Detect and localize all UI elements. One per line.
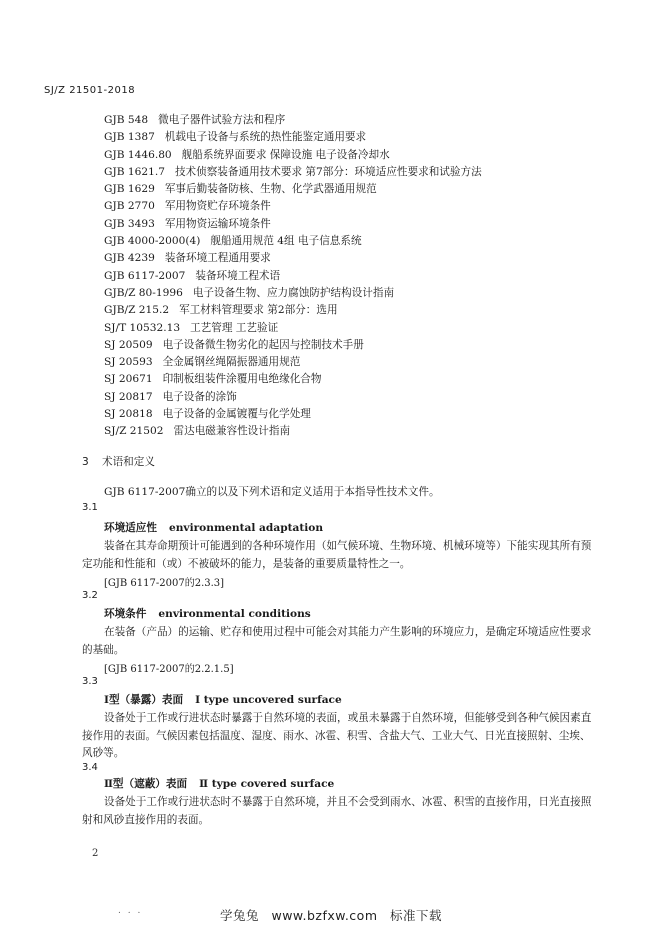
- reference-code: GJB 6117-2007: [104, 269, 186, 282]
- reference-title: 电子设备生物、应力腐蚀防护结构设计指南: [192, 286, 395, 299]
- reference-title: 印制板组装件涂覆用电绝缘化合物: [162, 373, 322, 386]
- reference-item: [104, 129, 604, 146]
- clause-number: 3.4: [82, 762, 98, 773]
- reference-item: [104, 250, 604, 267]
- section-title: 术语和定义: [102, 456, 155, 468]
- reference-item: [104, 406, 604, 423]
- reference-item: [104, 181, 604, 198]
- reference-title: 电子设备微生物劣化的起因与控制技术手册: [162, 338, 364, 351]
- reference-title: 雷达电磁兼容性设计指南: [173, 425, 291, 438]
- reference-code: GJB 4239: [104, 252, 155, 265]
- reference-title: 军用物资运输环境条件: [164, 217, 271, 230]
- reference-item: [104, 198, 604, 215]
- term-heading: [104, 692, 342, 707]
- term-heading: [104, 776, 334, 791]
- reference-title: 军用物资贮存环境条件: [164, 200, 271, 213]
- clause-number: 3.1: [82, 502, 98, 513]
- reference-item: [104, 285, 604, 302]
- term-source: [GJB 6117-2007的2.2.1.5]: [104, 664, 234, 675]
- term-source: [GJB 6117-2007的2.3.3]: [104, 578, 225, 589]
- reference-item: [104, 354, 604, 371]
- reference-title: 全金属钢丝绳隔振器通用规范: [162, 356, 301, 369]
- reference-code: GJB 4000-2000(4): [104, 235, 201, 248]
- reference-title: 机载电子设备与系统的热性能鉴定通用要求: [164, 131, 367, 144]
- site-name: 学兔兔: [219, 908, 259, 923]
- reference-item: [104, 389, 604, 406]
- reference-title: 微电子器件试验方法和程序: [158, 114, 286, 126]
- reference-item: [104, 337, 604, 354]
- reference-title: 电子设备的涂饰: [162, 390, 237, 403]
- term-en: Ⅱ type covered surface: [199, 778, 335, 790]
- reference-item: [104, 164, 604, 181]
- reference-title: 舰船系统界面要求 保障设施 电子设备冷却水: [181, 148, 390, 161]
- reference-item: [104, 233, 604, 250]
- reference-item: [104, 268, 604, 285]
- term-heading: [104, 520, 323, 535]
- reference-code: SJ/Z 21502: [104, 425, 164, 438]
- term-definition: 在装备（产品）的运输、贮存和使用过程中可能会对其能力产生影响的环境应力，是确定环境适应性要求的基础。: [82, 626, 592, 656]
- standard-code: SJ/Z 21501-2018: [44, 85, 136, 96]
- reference-title: 军事后勤装备防核、生物、化学武器通用规范: [164, 183, 377, 196]
- reference-code: GJB 548: [104, 114, 149, 126]
- term-en: environmental conditions: [158, 608, 311, 620]
- reference-item: [104, 423, 604, 440]
- term-en: Ⅰ type uncovered surface: [195, 694, 342, 706]
- site-watermark: [0, 906, 662, 924]
- reference-item: [104, 371, 604, 388]
- term-cn: Ⅱ型（遮蔽）表面: [104, 778, 188, 790]
- section-heading: [82, 454, 155, 469]
- site-url[interactable]: www.bzfxw.com: [271, 908, 378, 923]
- reference-title: 技术侦察装备通用技术要求 第7部分：环境适应性要求和试验方法: [174, 165, 482, 178]
- term-cn: 环境适应性: [104, 522, 157, 534]
- reference-item: [104, 216, 604, 233]
- reference-code: GJB 1446.80: [104, 148, 172, 161]
- term-definition: 设备处于工作或行进状态时不暴露于自然环境，并且不会受到雨水、冰雹、积雪的直接作用，日光直接照射和风砂直接作用的表面。: [82, 796, 592, 826]
- reference-title: 工艺管理 工艺验证: [190, 321, 279, 334]
- site-tagline: 标准下载: [390, 908, 443, 923]
- reference-title: 装备环境工程术语: [195, 269, 281, 282]
- reference-code: SJ 20818: [104, 408, 153, 421]
- reference-code: GJB/Z 215.2: [104, 304, 170, 317]
- reference-code: GJB 1387: [104, 131, 155, 144]
- reference-code: GJB 1629: [104, 183, 155, 196]
- normative-references-list: [104, 112, 604, 441]
- section-number: 3: [82, 456, 89, 468]
- reference-code: SJ 20671: [104, 373, 153, 386]
- reference-item: [104, 147, 604, 164]
- term-cn: Ⅰ型（暴露）表面: [104, 694, 184, 706]
- term-cn: 环境条件: [104, 608, 147, 620]
- clause-number: 3.2: [82, 590, 98, 601]
- reference-code: SJ 20593: [104, 356, 153, 369]
- reference-code: SJ 20509: [104, 338, 153, 351]
- reference-title: 舰船通用规范 4组 电子信息系统: [210, 235, 362, 248]
- term-definition: 装备在其寿命期预计可能遇到的各种环境作用（如气候环境、生物环境、机械环境等）下能实现其所有预定功能和性能和（或）不被破坏的能力，是装备的重要质量特性之一。: [82, 540, 592, 570]
- reference-code: GJB/Z 80-1996: [104, 286, 183, 299]
- page-number: 2: [92, 848, 99, 859]
- term-definition: 设备处于工作或行进状态时暴露于自然环境的表面，或虽未暴露于自然环境，但能够受到各种气候因素直接作用的表面。气候因素包括温度、湿度、雨水、冰雹、积雪、含盐大气、工业大气、日光直接照射、尘埃、风砂等。: [82, 712, 592, 760]
- term-en: environmental adaptation: [168, 522, 324, 534]
- reference-item: [104, 112, 604, 129]
- reference-code: GJB 3493: [104, 217, 155, 230]
- reference-code: SJ/T 10532.13: [104, 321, 181, 334]
- footer-dots: . . .: [118, 906, 143, 916]
- reference-code: SJ 20817: [104, 390, 153, 403]
- reference-code: GJB 2770: [104, 200, 155, 213]
- reference-code: GJB 1621.7: [104, 165, 165, 178]
- reference-title: 电子设备的金属镀覆与化学处理: [162, 408, 311, 421]
- term-heading: [104, 606, 311, 621]
- section-intro: GJB 6117-2007确立的以及下列术语和定义适用于本指导性技术文件。: [104, 486, 440, 498]
- reference-item: [104, 320, 604, 337]
- reference-title: 军工材料管理要求 第2部分：选用: [179, 304, 338, 317]
- reference-item: [104, 302, 604, 319]
- clause-number: 3.3: [82, 676, 98, 687]
- reference-title: 装备环境工程通用要求: [164, 252, 271, 265]
